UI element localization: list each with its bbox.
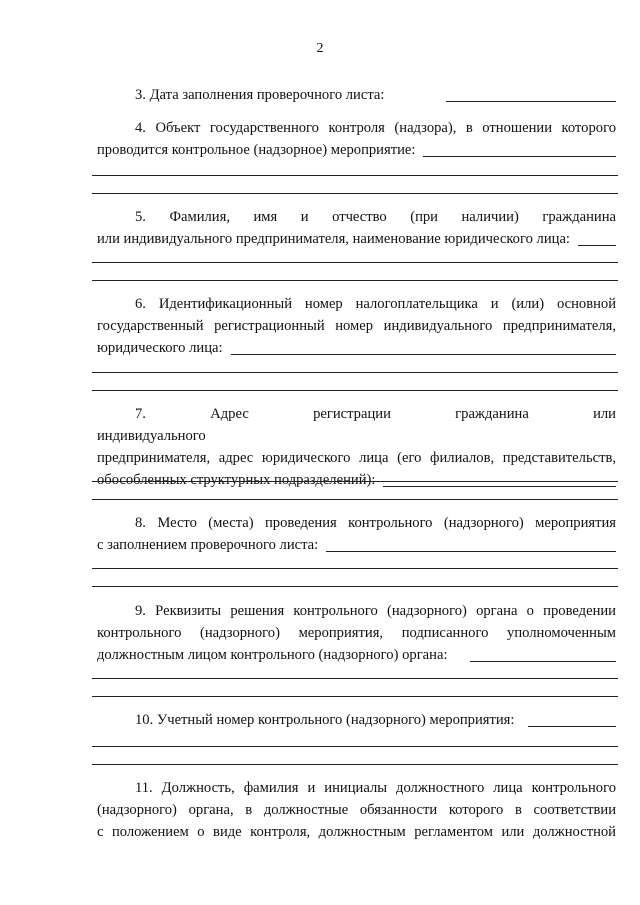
item-8 <box>97 512 616 556</box>
item-4-fill-line[interactable] <box>423 155 616 157</box>
item-9-line1: 9. Реквизиты решения контрольного (надзорного) органа о проведении <box>135 603 616 619</box>
item-7-line2: предпринимателя, адрес юридического лица (его филиалов, представительств, <box>97 450 616 466</box>
item-10-blank-line-2[interactable] <box>92 764 618 765</box>
item-9-line2: контрольного (надзорного) мероприятия, подписанного уполномоченным <box>97 625 616 641</box>
item-6-blank-line-1[interactable] <box>92 372 618 373</box>
item-5-blank-line-2[interactable] <box>92 280 618 281</box>
item-5-fill-line[interactable] <box>578 244 616 246</box>
item-10-blank-line-1[interactable] <box>92 746 618 747</box>
item-8-line1: 8. Место (места) проведения контрольного (надзорного) мероприятия <box>135 515 616 531</box>
item-9-blank-line-1[interactable] <box>92 678 618 679</box>
item-4-blank-line-1[interactable] <box>92 175 618 176</box>
item-8-line2: с заполнением проверочного листа: <box>97 537 319 553</box>
item-3 <box>97 84 616 106</box>
item-4 <box>97 117 616 161</box>
item-5-blank-line-1[interactable] <box>92 262 618 263</box>
item-3-label: 3. Дата заполнения проверочного листа: <box>135 87 385 103</box>
item-11-line1: 11. Должность, фамилия и инициалы должностного лица контрольного <box>135 780 616 796</box>
item-7-blank-line-2[interactable] <box>92 499 618 500</box>
item-7-line1: 7. Адрес регистрации гражданина или индивидуального <box>97 406 616 444</box>
item-4-line1: 4. Объект государственного контроля (надзора), в отношении которого <box>135 120 616 136</box>
item-7-blank-line-1[interactable] <box>92 481 618 482</box>
item-9-line3: должностным лицом контрольного (надзорного) органа: <box>97 647 448 663</box>
item-11-line3: с положением о виде контроля, должностным регламентом или должностной <box>97 824 616 840</box>
item-5-line2: или индивидуального предпринимателя, наименование юридического лица: <box>97 231 570 247</box>
item-11-line2: (надзорного) органа, в должностные обязанности которого в соответствии <box>97 802 616 818</box>
item-4-line2: проводится контрольное (надзорное) мероприятие: <box>97 142 416 158</box>
item-5 <box>97 206 616 250</box>
item-9-fill-line[interactable] <box>470 660 616 662</box>
item-8-blank-line-1[interactable] <box>92 568 618 569</box>
page-number: 2 <box>316 41 324 56</box>
item-7-line3: обособленных структурных подразделений): <box>97 472 376 488</box>
item-6 <box>97 293 616 359</box>
item-6-blank-line-2[interactable] <box>92 390 618 391</box>
item-3-fill-line[interactable] <box>446 100 616 102</box>
item-4-blank-line-2[interactable] <box>92 193 618 194</box>
item-6-fill-line[interactable] <box>231 353 616 355</box>
item-10 <box>97 709 616 731</box>
item-7 <box>97 403 616 491</box>
item-11 <box>97 777 616 843</box>
item-8-fill-line[interactable] <box>326 550 616 552</box>
item-6-line2: государственный регистрационный номер индивидуального предпринимателя, <box>97 318 616 334</box>
item-6-line1: 6. Идентификационный номер налогоплательщика и (или) основной <box>135 296 616 312</box>
item-7-fill-line[interactable] <box>383 485 616 487</box>
item-10-fill-line[interactable] <box>528 725 616 727</box>
item-9-blank-line-2[interactable] <box>92 696 618 697</box>
item-6-line3: юридического лица: <box>97 340 223 356</box>
item-8-blank-line-2[interactable] <box>92 586 618 587</box>
item-9 <box>97 600 616 666</box>
item-5-line1: 5. Фамилия, имя и отчество (при наличии) гражданина <box>135 209 616 225</box>
item-10-label: 10. Учетный номер контрольного (надзорного) мероприятия: <box>135 712 515 728</box>
